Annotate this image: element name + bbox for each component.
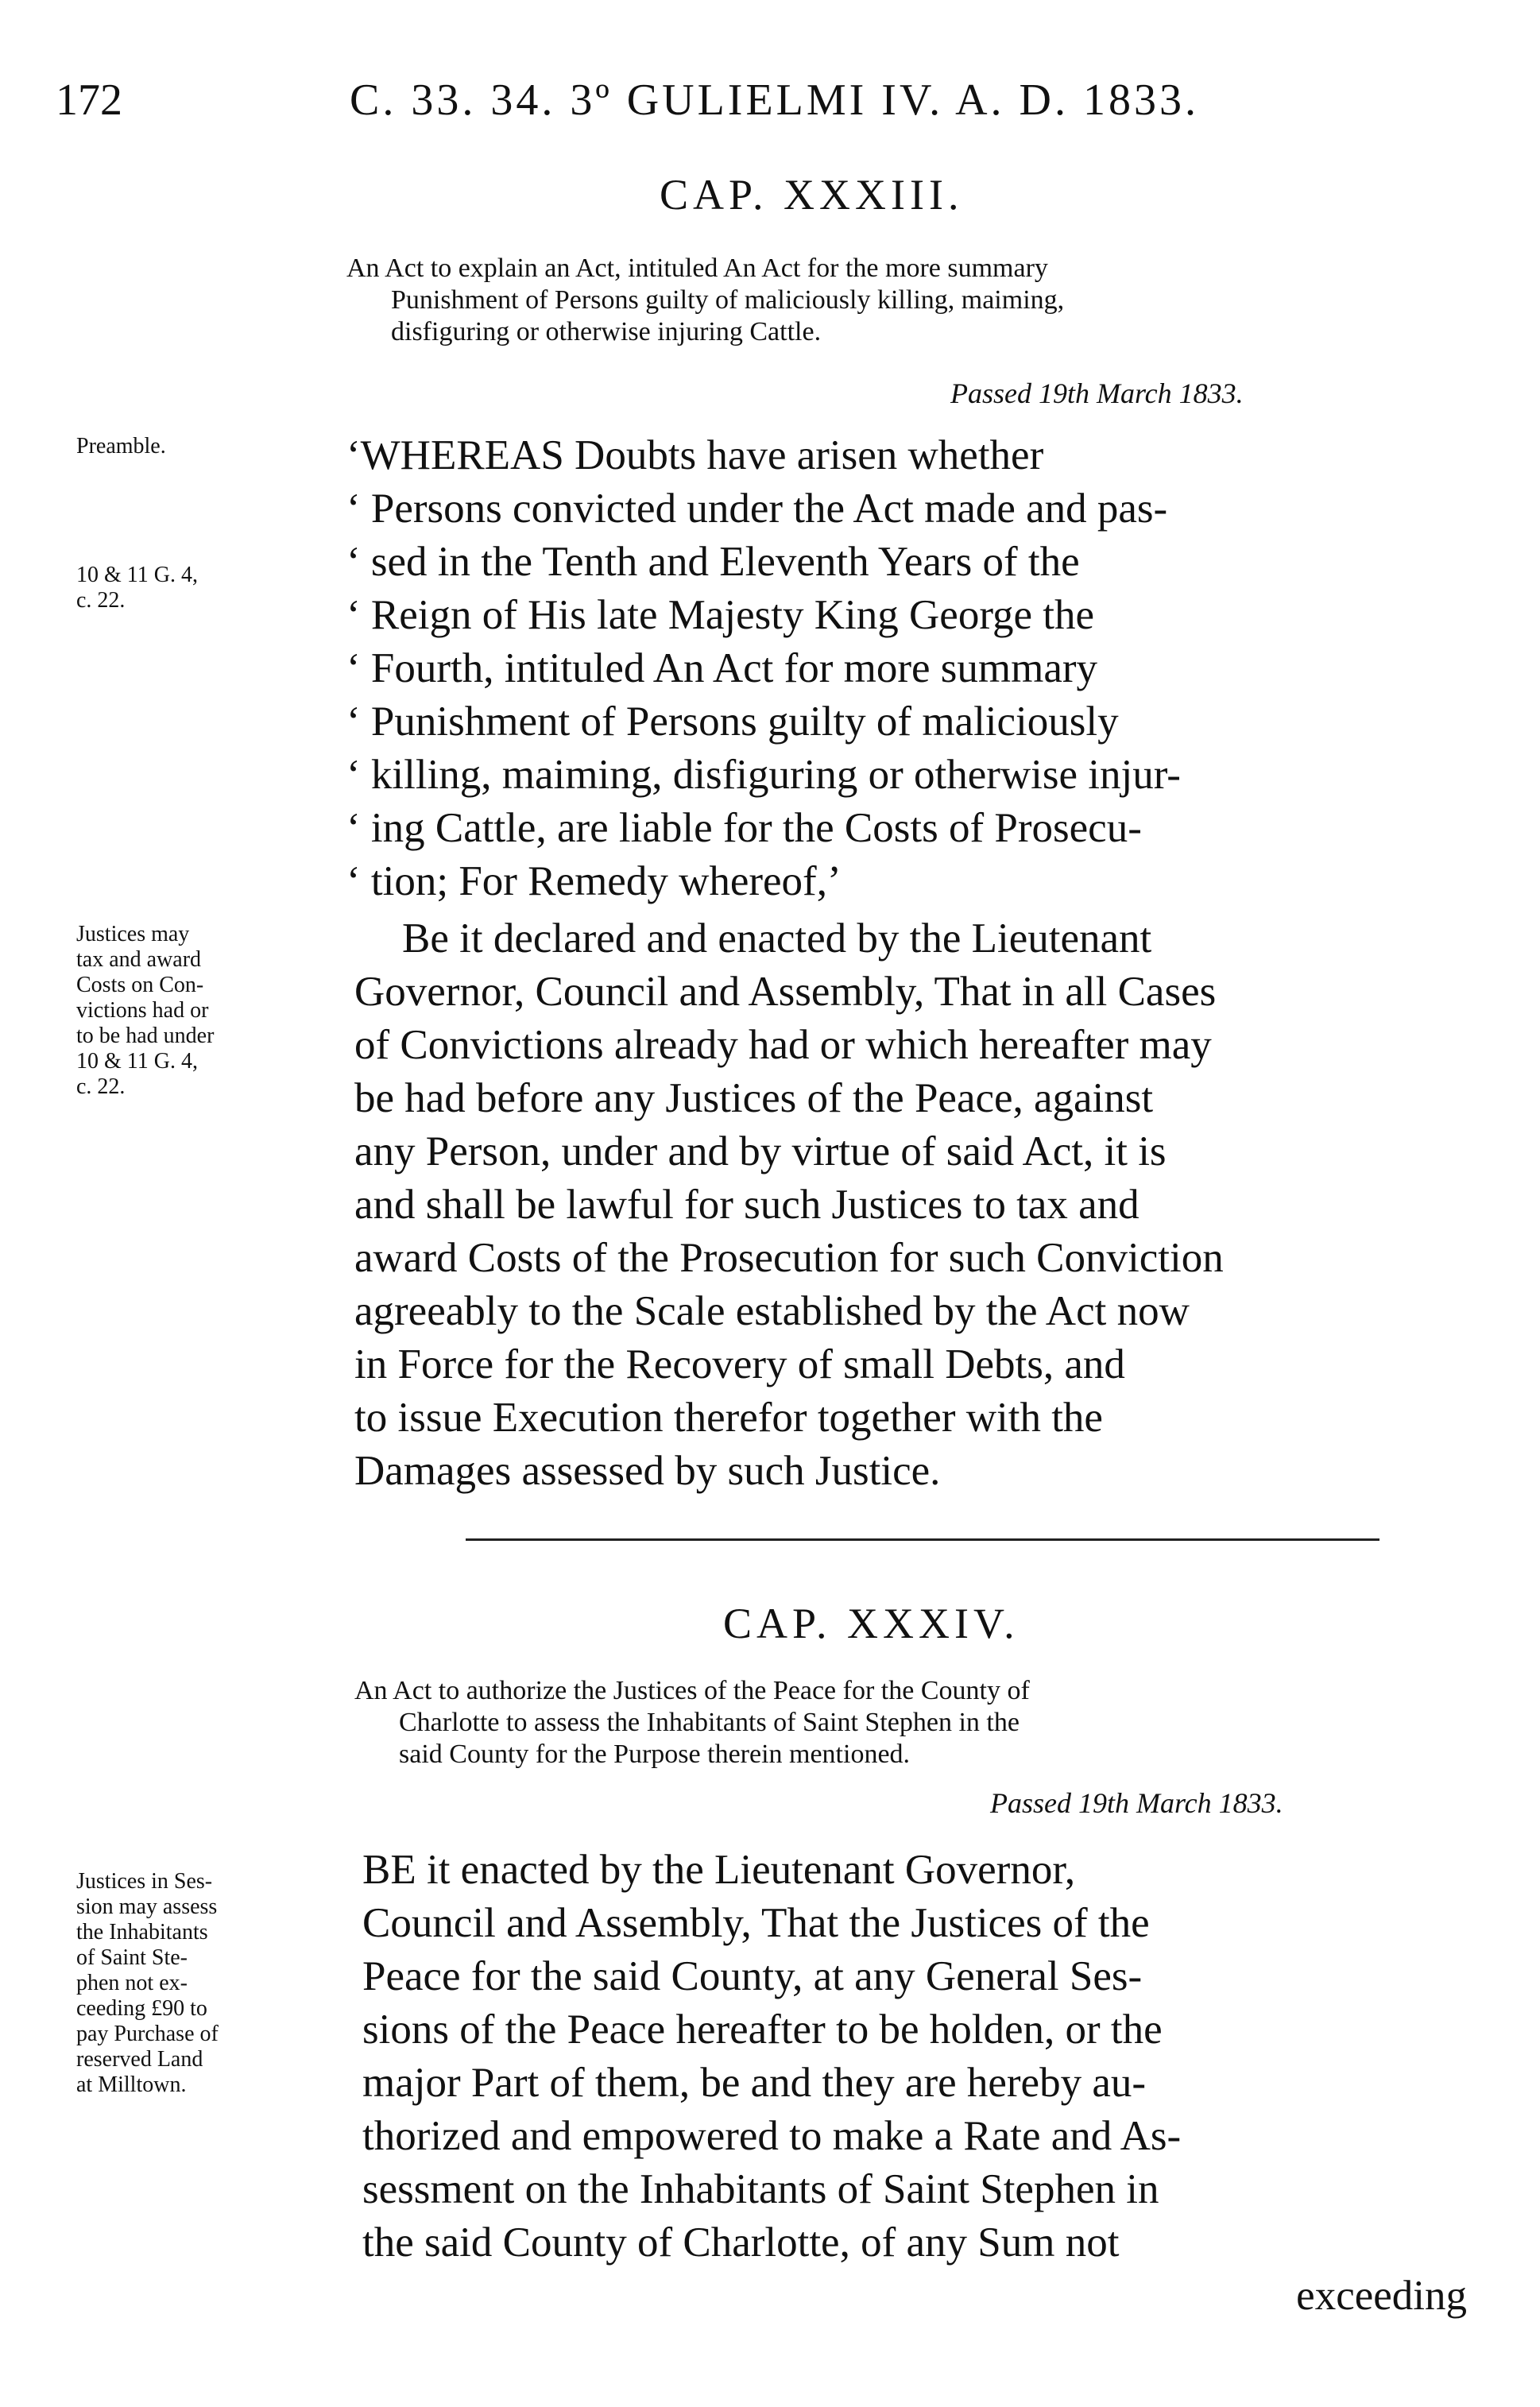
enact-line: of Convictions already had or which hereafter may [354,1022,1212,1068]
preamble-line: ‘ tion; For Remedy whereof,’ [346,858,842,904]
enact-line: major Part of them, be and they are hereby au- [362,2060,1146,2106]
margin-line: at Milltown. [76,2072,187,2097]
enact-line: and shall be lawful for such Justices to tax and [354,1182,1140,1228]
section-divider [466,1538,1379,1541]
enact-line: the said County of Charlotte, of any Sum not [362,2219,1120,2266]
margin-line: reserved Land [76,2047,203,2072]
desc-line: An Act to explain an Act, intituled An Act for the more summary [346,253,1048,283]
preamble-line: ‘ Punishment of Persons guilty of maliciously [346,698,1119,745]
margin-line: Costs on Con- [76,973,204,997]
desc-line: Punishment of Persons guilty of maliciously killing, maiming, [391,285,1065,315]
margin-note-sessions-assess [76,1869,339,2098]
margin-line: Justices may [76,922,190,946]
margin-line: to be had under [76,1024,215,1048]
margin-line: c. 22. [76,1074,126,1099]
running-head: C. 33. 34. 3º GULIELMI IV. A. D. 1833. [350,75,1199,125]
preamble-line: ‘ killing, maiming, disfiguring or otherwise injur- [346,752,1181,798]
enact-line: thorized and empowered to make a Rate and As- [362,2113,1182,2159]
preamble-line: ‘WHEREAS Doubts have arisen whether [346,432,1044,478]
enact-line: be had before any Justices of the Peace, against [354,1075,1154,1121]
margin-line: of Saint Ste- [76,1945,188,1970]
enact-line: award Costs of the Prosecution for such Conviction [354,1235,1224,1281]
page-number: 172 [56,75,122,125]
margin-line: 10 & 11 G. 4, [76,563,198,587]
enact-line: Peace for the said County, at any General Ses- [362,1953,1143,1999]
preamble-line: ‘ Reign of His late Majesty King George the [346,592,1095,638]
enact-line: Damages assessed by such Justice. [354,1448,941,1494]
margin-line: ceeding £90 to [76,1996,207,2021]
margin-line: the Inhabitants [76,1920,208,1945]
margin-line: victions had or [76,998,209,1023]
margin-note-citation [76,563,346,613]
enact-line: sions of the Peace hereafter to be holden, or the [362,2006,1163,2053]
desc-line: said County for the Purpose therein mentioned. [399,1739,911,1769]
enact-line: Governor, Council and Assembly, That in all Cases [354,969,1217,1015]
enact-line: Council and Assembly, That the Justices of the [362,1900,1150,1946]
margin-note-preamble: Preamble. [76,434,166,459]
margin-line: pay Purchase of [76,2022,219,2046]
preamble-line: ‘ sed in the Tenth and Eleventh Years of the [346,539,1080,585]
enact-line: Be it declared and enacted by the Lieutenant [402,915,1152,962]
page-header [56,75,1462,130]
preamble-text [346,429,1467,908]
margin-line: c. 22. [76,588,126,613]
enact-line: exceeding [1296,2273,1467,2319]
act-description-34 [354,1675,1467,1770]
enact-line: in Force for the Recovery of small Debts, and [354,1341,1125,1387]
margin-line: sion may assess [76,1894,218,1919]
preamble-line: ‘ Fourth, intituled An Act for more summary [346,645,1098,691]
enact-line: agreeably to the Scale established by the Act now [354,1288,1190,1334]
desc-line: Charlotte to assess the Inhabitants of Saint Stephen in the [399,1708,1020,1737]
margin-line: phen not ex- [76,1971,188,1995]
preamble-line: ‘ ing Cattle, are liable for the Costs of Prosecu- [346,805,1142,851]
margin-line: tax and award [76,947,202,972]
enacting-clause-34 [362,1844,1467,2323]
chapter-title-33: CAP. XXXIII. [660,171,964,219]
passed-date-33: Passed 19th March 1833. [950,377,1244,409]
preamble-line: ‘ Persons convicted under the Act made and pas- [346,486,1168,532]
enact-line: sessment on the Inhabitants of Saint Stephen in [362,2166,1159,2212]
passed-date-34: Passed 19th March 1833. [990,1787,1283,1819]
desc-line: An Act to authorize the Justices of the Peace for the County of [354,1676,1030,1705]
desc-line: disfiguring or otherwise injuring Cattle. [391,317,822,346]
enact-line: to issue Execution therefor together with the [354,1395,1103,1441]
enacting-clause-33 [354,912,1467,1498]
margin-note-justices-costs [76,922,331,1100]
act-description-33 [346,253,1443,348]
margin-line: Justices in Ses- [76,1869,213,1894]
margin-line: 10 & 11 G. 4, [76,1049,198,1074]
enact-line: BE it enacted by the Lieutenant Governor, [362,1847,1076,1893]
enact-line: any Person, under and by virtue of said Act, it is [354,1128,1167,1174]
chapter-title-34: CAP. XXXIV. [723,1600,1020,1647]
